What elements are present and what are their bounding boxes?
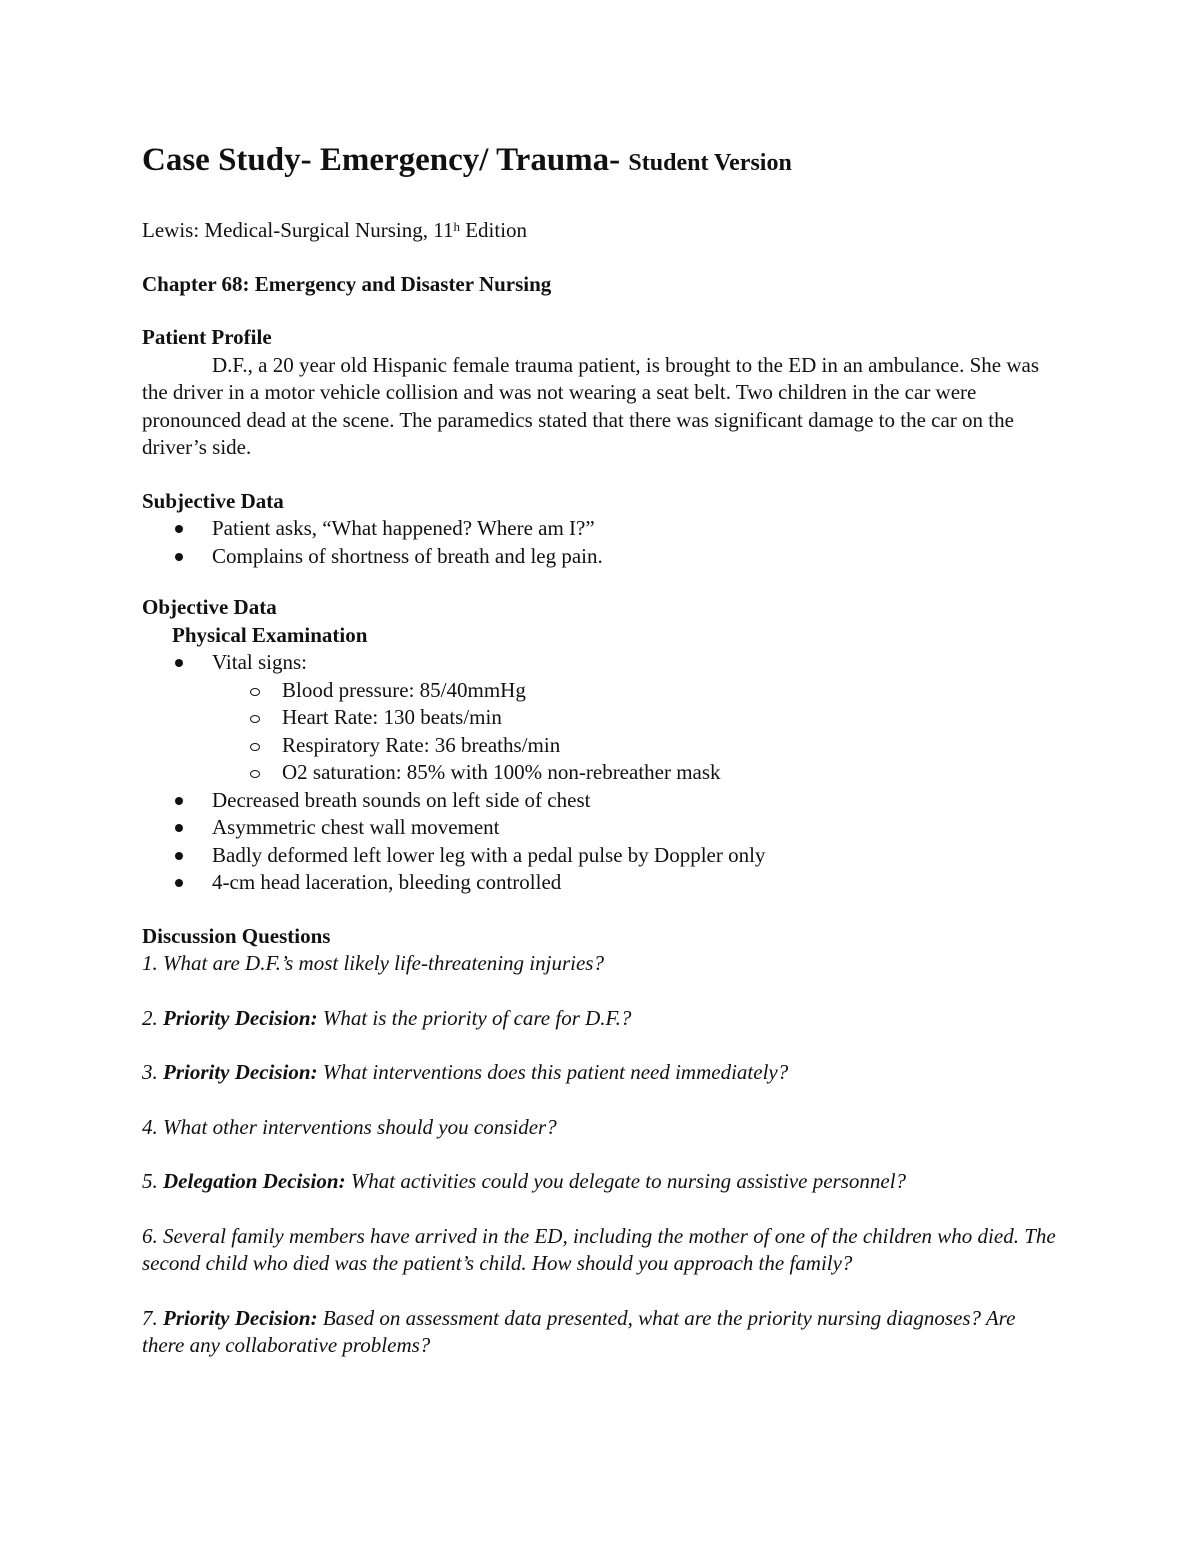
edition-suffix: Edition [459,218,528,242]
objective-heading: Objective Data [142,595,277,619]
list-item: Asymmetric chest wall movement [142,814,1062,842]
list-item: 4-cm head laceration, bleeding controlled [142,869,1062,897]
physical-exam-heading: Physical Examination [172,622,368,647]
question-4 [142,1114,1062,1142]
vital-item: Heart Rate: 130 beats/min [142,704,1062,732]
title-sub: Student Version [628,150,792,176]
patient-profile-heading: Patient Profile [142,325,272,349]
list-item: Patient asks, “What happened? Where am I?” [142,515,1062,543]
subjective-heading: Subjective Data [142,488,284,513]
list-item: Decreased breath sounds on left side of chest [142,787,1062,815]
question-5 [142,1168,1062,1196]
vitals-label: Vital signs: [212,650,307,674]
question-number: 3. [142,1060,158,1084]
question-2 [142,1005,1062,1033]
patient-profile-text: D.F., a 20 year old Hispanic female trauma patient, is brought to the ED in an ambulance. She was the driver in a motor vehicle collision and was not wearing a seat belt. Two children in the car were pronounced dead at the scene. The paramedics stated that there was significant damage to the car on the driver’s side. [142,352,1040,459]
vital-item: O2 saturation: 85% with 100% non-rebreather mask [142,759,1062,787]
list-item: Badly deformed left lower leg with a pedal pulse by Doppler only [142,842,1062,870]
page-title [142,140,1062,183]
question-number: 2. [142,1005,158,1030]
title-main: Case Study- Emergency/ Trauma- [142,142,621,178]
question-7 [142,1305,1062,1360]
question-number: 6. [142,1223,158,1248]
question-text: What is the priority of care for D.F.? [317,1005,632,1030]
list-item: Complains of shortness of breath and leg pain. [142,543,1062,571]
subjective-list [142,515,1062,570]
question-3 [142,1059,1062,1087]
question-text: What are D.F.’s most likely life-threatening injuries? [157,951,604,975]
edition-text: Lewis: Medical-Surgical Nursing, 11 [142,218,454,242]
question-6 [142,1223,1062,1278]
question-text: What activities could you delegate to nursing assistive personnel? [345,1169,907,1193]
question-number: 5. [142,1169,158,1193]
question-label: Priority Decision: [157,1305,318,1330]
edition-line [142,217,1062,245]
question-number: 7. [142,1305,158,1330]
question-label: Delegation Decision: [157,1169,346,1193]
vital-item: Blood pressure: 85/40mmHg [142,677,1062,705]
discussion-heading: Discussion Questions [142,923,331,948]
question-number: 1. [142,951,158,975]
vital-item: Respiratory Rate: 36 breaths/min [142,732,1062,760]
question-label: Priority Decision: [157,1060,318,1084]
question-text: Several family members have arrived in the ED, including the mother of one of the children who died. The second child who died was the patient’s child. How should you approach the family? [142,1223,1056,1275]
list-item-vitals [142,649,1062,787]
question-1 [142,950,1062,978]
question-number: 4. [142,1114,158,1139]
edition-sup: h [453,219,460,234]
question-text: What interventions does this patient need immediately? [317,1060,789,1084]
question-text: What other interventions should you consider? [157,1114,557,1139]
document-content [142,140,1062,1360]
question-text: Based on assessment data presented, what are the priority nursing diagnoses? Are there any collaborative problems? [142,1305,1016,1357]
vitals-list [212,677,1062,787]
chapter-heading: Chapter 68: Emergency and Disaster Nursing [142,271,552,296]
objective-list [142,649,1062,897]
question-label: Priority Decision: [157,1005,318,1030]
